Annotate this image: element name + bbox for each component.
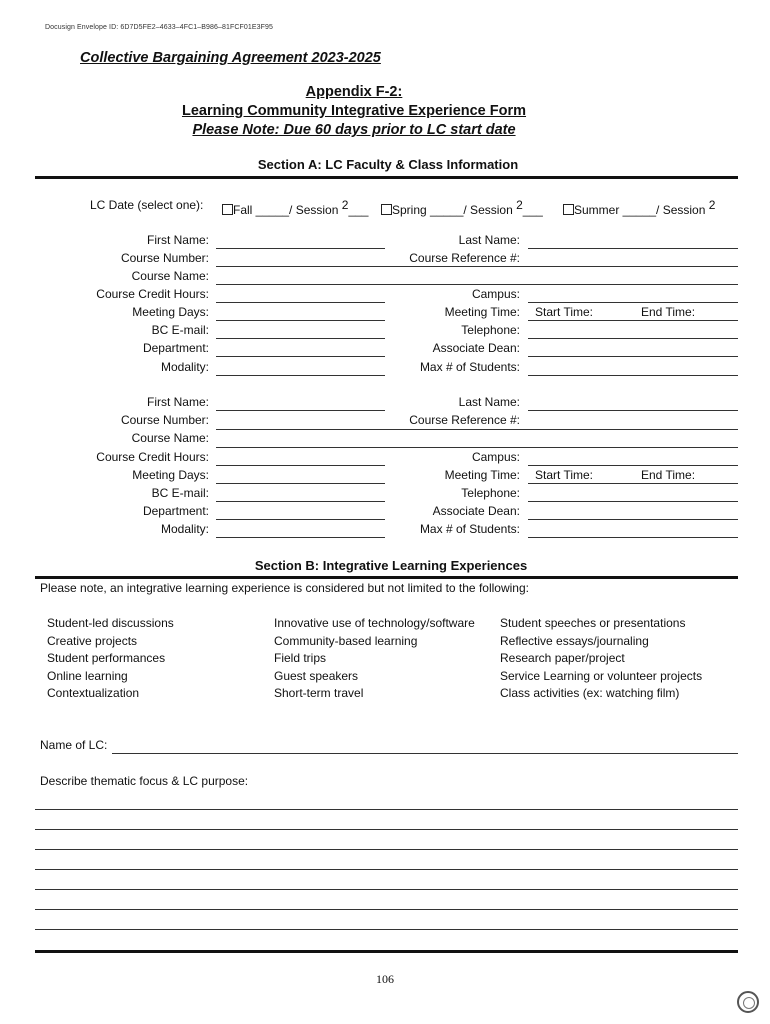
campus-label: Campus: <box>471 450 520 464</box>
list-item: Short-term travel <box>274 686 364 700</box>
meeting-days-field[interactable] <box>216 483 385 484</box>
meeting-time-field[interactable] <box>528 320 738 321</box>
summer-session-sup: 2 <box>708 198 716 212</box>
last-name-label: Last Name: <box>458 395 520 409</box>
bc-email-label: BC E-mail: <box>151 486 209 500</box>
fall-blank[interactable]: ___ <box>348 203 369 217</box>
section-b-rule <box>35 576 738 579</box>
fall-option[interactable] <box>222 198 368 217</box>
telephone-field[interactable] <box>528 501 738 502</box>
max-students-label: Max # of Students: <box>419 360 520 374</box>
section-b-intro: Please note, an integrative learning experience is considered but not limited to the following: <box>40 581 529 595</box>
credit-hours-field[interactable] <box>216 465 385 466</box>
course-name-field[interactable] <box>216 447 738 448</box>
spring-option[interactable] <box>381 198 543 217</box>
department-field[interactable] <box>216 356 385 357</box>
bc-email-field[interactable] <box>216 501 385 502</box>
experience-column-2 <box>274 615 475 703</box>
list-item: Creative projects <box>47 633 138 648</box>
campus-field[interactable] <box>528 302 738 303</box>
agreement-title: Collective Bargaining Agreement 2023-2025 <box>80 50 381 66</box>
spring-label: Spring _____/ Session <box>392 203 513 217</box>
list-item: Contextualization <box>47 686 140 700</box>
purpose-line-4[interactable] <box>35 869 738 870</box>
purpose-line-6[interactable] <box>35 909 738 910</box>
list-item: Student speeches or presentations <box>500 616 686 630</box>
experience-column-3 <box>500 615 702 703</box>
spring-session-sup: 2 <box>516 198 523 212</box>
section-a-rule <box>35 176 738 179</box>
list-item: Innovative use of technology/software <box>274 616 475 630</box>
meeting-time-field[interactable] <box>528 483 738 484</box>
telephone-field[interactable] <box>528 338 738 339</box>
list-item: Online learning <box>47 668 128 683</box>
credit-hours-label: Course Credit Hours: <box>96 287 209 301</box>
bottom-rule <box>35 950 738 953</box>
max-students-field[interactable] <box>528 537 738 538</box>
meeting-time-label: Meeting Time: <box>444 305 520 319</box>
describe-label: Describe thematic focus & LC purpose: <box>40 774 249 788</box>
credit-hours-label: Course Credit Hours: <box>96 450 209 464</box>
form-title: Learning Community Integrative Experience Form <box>181 103 527 119</box>
department-field[interactable] <box>216 519 385 520</box>
spring-blank[interactable]: ___ <box>522 203 543 217</box>
modality-field[interactable] <box>216 375 385 376</box>
list-item: Field trips <box>274 651 327 665</box>
name-of-lc-field[interactable] <box>112 753 738 754</box>
summer-checkbox[interactable] <box>563 204 574 215</box>
appendix-heading: Appendix F-2: <box>305 84 403 100</box>
section-a-title: Section A: LC Faculty & Class Information <box>257 157 519 172</box>
fall-checkbox[interactable] <box>222 204 233 215</box>
list-item: Student performances <box>47 651 166 665</box>
telephone-label: Telephone: <box>461 323 520 337</box>
max-students-field[interactable] <box>528 375 738 376</box>
seal-icon <box>737 991 759 1013</box>
first-name-label: First Name: <box>146 395 209 409</box>
purpose-line-1[interactable] <box>35 809 738 810</box>
department-label: Department: <box>142 341 209 355</box>
bc-email-field[interactable] <box>216 338 385 339</box>
name-of-lc-label: Name of LC: <box>40 738 108 752</box>
first-name-label: First Name: <box>146 233 209 247</box>
meeting-days-label: Meeting Days: <box>132 468 209 482</box>
section-b-title: Section B: Integrative Learning Experiences <box>254 558 528 573</box>
course-name-label: Course Name: <box>131 269 209 283</box>
last-name-field[interactable] <box>528 410 738 411</box>
purpose-line-2[interactable] <box>35 829 738 830</box>
first-name-field[interactable] <box>216 410 385 411</box>
list-item: Reflective essays/journaling <box>500 633 649 648</box>
course-number-field[interactable] <box>216 266 738 267</box>
list-item: Class activities (ex: watching film) <box>500 686 680 700</box>
first-name-field[interactable] <box>216 248 385 249</box>
modality-field[interactable] <box>216 537 385 538</box>
last-name-label: Last Name: <box>458 233 520 247</box>
associate-dean-field[interactable] <box>528 519 738 520</box>
list-item: Research paper/project <box>500 651 625 665</box>
course-number-field[interactable] <box>216 429 738 430</box>
course-number-label: Course Number: <box>120 413 209 427</box>
course-name-label: Course Name: <box>131 431 209 445</box>
page-number: 106 <box>376 972 394 986</box>
fall-session-sup: 2 <box>341 198 349 212</box>
modality-label: Modality: <box>160 360 209 374</box>
experience-column-1 <box>47 615 174 703</box>
fall-label: Fall _____/ Session <box>233 203 339 217</box>
purpose-line-7[interactable] <box>35 929 738 930</box>
course-ref-label: Course Reference #: <box>409 413 520 427</box>
end-time-label: End Time: <box>641 305 696 319</box>
end-time-label: End Time: <box>641 468 696 482</box>
credit-hours-field[interactable] <box>216 302 385 303</box>
meeting-days-field[interactable] <box>216 320 385 321</box>
summer-label: Summer _____/ Session <box>574 203 706 217</box>
course-ref-label: Course Reference #: <box>409 251 520 265</box>
department-label: Department: <box>142 504 209 518</box>
list-item: Service Learning or volunteer projects <box>500 668 703 683</box>
envelope-id: Docusign Envelope ID: 6D7D5FE2–4633–4FC1–B986–81FCF01E3F95 <box>45 24 273 31</box>
purpose-line-5[interactable] <box>35 889 738 890</box>
start-time-label: Start Time: <box>535 468 594 482</box>
list-item: Community-based learning <box>274 633 418 648</box>
spring-checkbox[interactable] <box>381 204 392 215</box>
list-item: Student-led discussions <box>47 616 174 630</box>
bc-email-label: BC E-mail: <box>151 323 209 337</box>
purpose-line-3[interactable] <box>35 849 738 850</box>
start-time-label: Start Time: <box>535 305 594 319</box>
summer-option[interactable] <box>563 198 715 217</box>
due-note: Please Note: Due 60 days prior to LC start date <box>192 122 516 138</box>
associate-dean-label: Associate Dean: <box>432 341 520 355</box>
max-students-label: Max # of Students: <box>419 522 520 536</box>
course-number-label: Course Number: <box>120 251 209 265</box>
last-name-field[interactable] <box>528 248 738 249</box>
campus-field[interactable] <box>528 465 738 466</box>
telephone-label: Telephone: <box>461 486 520 500</box>
course-name-field[interactable] <box>216 284 738 285</box>
meeting-days-label: Meeting Days: <box>132 305 209 319</box>
associate-dean-label: Associate Dean: <box>432 504 520 518</box>
associate-dean-field[interactable] <box>528 356 738 357</box>
meeting-time-label: Meeting Time: <box>444 468 520 482</box>
lc-date-label: LC Date (select one): <box>90 198 204 212</box>
modality-label: Modality: <box>160 522 209 536</box>
campus-label: Campus: <box>471 287 520 301</box>
list-item: Guest speakers <box>274 668 359 683</box>
